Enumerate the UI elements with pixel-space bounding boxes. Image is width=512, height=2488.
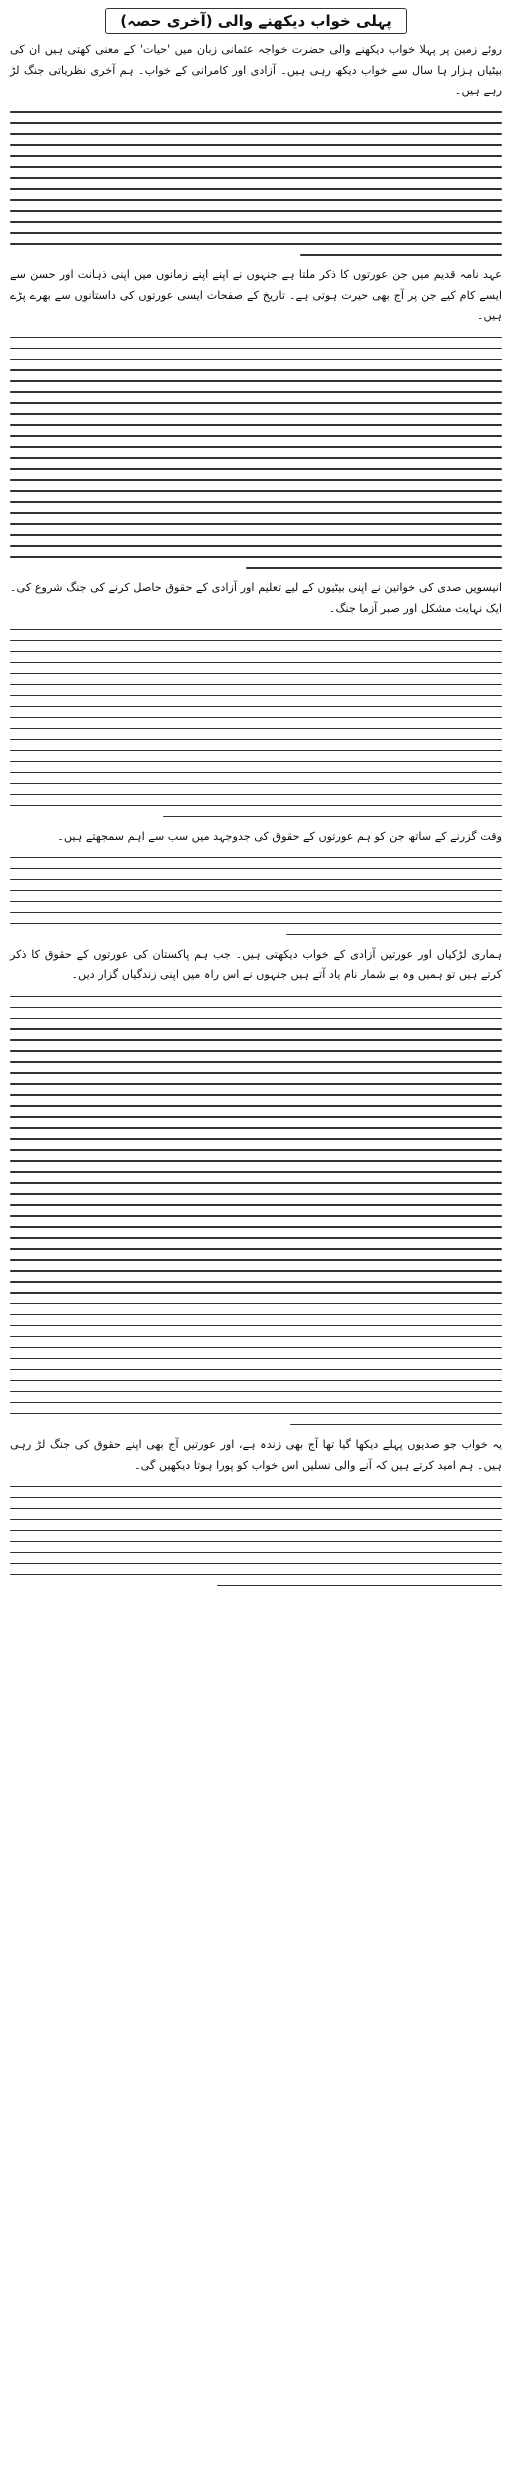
text-line <box>10 868 502 869</box>
text-line <box>10 1259 502 1260</box>
text-line <box>10 684 502 685</box>
paragraph-6: یہ خواب جو صدیوں پہلے دیکھا گیا تھا آج بھی زندہ ہے، اور عورتیں آج بھی اپنے حقوق کی جنگ لڑ رہی ہیں۔ ہم امید کرتے ہیں کہ آنے والی نسلیں اس خواب کو پورا ہوتا دیکھیں گی۔ <box>10 1437 502 1472</box>
text-line <box>10 1486 502 1487</box>
text-line <box>10 1007 502 1008</box>
text-line <box>10 706 502 707</box>
text-line <box>10 1325 502 1326</box>
text-line <box>10 435 502 436</box>
text-line <box>10 1391 502 1392</box>
text-line <box>10 1204 502 1205</box>
text-line <box>10 1292 502 1293</box>
text-line <box>10 1402 502 1403</box>
text-line <box>10 996 502 997</box>
text-line <box>10 1303 502 1304</box>
paragraph-lines-2 <box>10 337 502 569</box>
text-line <box>10 717 502 718</box>
text-line <box>10 1574 502 1575</box>
text-line <box>10 1039 502 1040</box>
paragraph-4: وقت گزرنے کے ساتھ جن کو ہم عورتوں کے حقوق کی جدوجہد میں سب سے اہم سمجھتے ہیں۔ <box>57 829 502 843</box>
text-line <box>10 857 502 858</box>
text-line <box>10 1281 502 1282</box>
text-line <box>10 1314 502 1315</box>
text-line <box>10 651 502 652</box>
text-line <box>10 662 502 663</box>
text-line <box>10 133 502 134</box>
text-line <box>10 1358 502 1359</box>
text-line <box>10 1552 502 1553</box>
text-line <box>10 1336 502 1337</box>
text-line <box>10 1248 502 1249</box>
text-line <box>10 177 502 178</box>
text-line <box>10 1380 502 1381</box>
text-line <box>10 695 502 696</box>
paragraph-lines-3 <box>10 629 502 817</box>
text-line <box>10 413 502 414</box>
text-line <box>10 728 502 729</box>
text-line <box>10 1541 502 1542</box>
text-line <box>10 199 502 200</box>
text-line <box>10 512 502 513</box>
text-line <box>10 1369 502 1370</box>
text-line <box>10 391 502 392</box>
text-line <box>10 890 502 891</box>
paragraph-3: انیسویں صدی کی خواتین نے اپنی بیٹیوں کے لیے تعلیم اور آزادی کے حقوق حاصل کرنے کی جنگ شروع کی۔ ایک نہایت مشکل اور صبر آزما جنگ۔ <box>10 581 502 615</box>
text-line <box>10 523 502 524</box>
text-line <box>10 348 502 349</box>
text-line <box>10 901 502 902</box>
paragraph-lines-6 <box>10 1486 502 1586</box>
text-line <box>10 1127 502 1128</box>
text-line <box>10 794 502 795</box>
paragraph-1: روئے زمین پر پہلا خواب دیکھنے والی حضرت خواجہ عثمانی زبان میں 'حیات' کے معنی کھتی ہیں ان کی بیٹیاں ہزار ہا سال سے خواب دیکھ رہی ہیں۔ آزادی اور کامرانی کے خواب۔ ہم آخری نظریاتی جنگ لڑ رہے ہیں۔ <box>10 43 502 98</box>
text-line <box>10 1497 502 1498</box>
text-line <box>10 1028 502 1029</box>
paragraph-lines-1 <box>10 111 502 255</box>
text-line <box>10 188 502 189</box>
text-line <box>10 739 502 740</box>
text-line <box>217 1585 502 1586</box>
text-line <box>10 155 502 156</box>
text-line <box>10 1138 502 1139</box>
text-line <box>10 1072 502 1073</box>
text-line <box>246 567 502 568</box>
text-line <box>290 1424 502 1425</box>
text-line <box>10 501 502 502</box>
text-line <box>10 122 502 123</box>
text-line <box>10 479 502 480</box>
text-line <box>10 750 502 751</box>
text-line <box>10 359 502 360</box>
text-line <box>10 1530 502 1531</box>
text-line <box>10 805 502 806</box>
text-line <box>10 380 502 381</box>
text-line <box>10 468 502 469</box>
text-line <box>10 1347 502 1348</box>
article-body <box>10 40 502 1586</box>
text-line <box>10 1050 502 1051</box>
text-line <box>10 761 502 762</box>
text-line <box>10 1171 502 1172</box>
text-line <box>10 446 502 447</box>
text-line <box>10 221 502 222</box>
text-line <box>286 934 502 935</box>
text-line <box>10 1094 502 1095</box>
text-line <box>10 1215 502 1216</box>
text-line <box>10 783 502 784</box>
text-line <box>10 534 502 535</box>
text-line <box>10 923 502 924</box>
text-line <box>10 1116 502 1117</box>
paragraph-lines-4 <box>10 857 502 935</box>
text-line <box>10 629 502 630</box>
text-line <box>10 166 502 167</box>
text-line <box>10 232 502 233</box>
text-line <box>10 1270 502 1271</box>
text-line <box>10 1519 502 1520</box>
headline: پہلی خواب دیکھنے والی (آخری حصہ) <box>105 8 407 34</box>
paragraph-2: عہد نامہ قدیم میں جن عورتوں کا ذکر ملتا ہے جنہوں نے اپنے اپنے زمانوں میں اپنی ذہانت اور حسن سے ایسے کام کیے جن پر آج بھی حیرت ہوتی ہے۔ تاریخ کے صفحات ایسی عورتوں کی داستانوں سے بھرے پڑے ہیں۔ <box>10 268 502 323</box>
text-line <box>10 1061 502 1062</box>
text-line <box>10 1105 502 1106</box>
text-line <box>10 1563 502 1564</box>
text-line <box>10 673 502 674</box>
text-line <box>10 1508 502 1509</box>
text-line <box>10 1413 502 1414</box>
text-line <box>10 457 502 458</box>
text-line <box>10 1193 502 1194</box>
text-line <box>10 111 502 112</box>
text-line <box>10 1226 502 1227</box>
paragraph-5: ہماری لڑکیاں اور عورتیں آزادی کے خواب دیکھتی ہیں۔ جب ہم پاکستان کی عورتوں کے حقوق کا ذکر کرتے ہیں تو ہمیں وہ بے شمار نام یاد آتے ہیں جنہوں نے اس راہ میں اپنی زندگیاں گزار دیں۔ <box>10 947 502 982</box>
text-line <box>10 912 502 913</box>
text-line <box>163 816 502 817</box>
text-line <box>10 369 502 370</box>
text-line <box>10 243 502 244</box>
text-line <box>10 402 502 403</box>
text-line <box>10 1149 502 1150</box>
text-line <box>10 556 502 557</box>
text-line <box>300 254 502 255</box>
text-line <box>10 1182 502 1183</box>
text-line <box>10 879 502 880</box>
text-line <box>10 1237 502 1238</box>
text-line <box>10 210 502 211</box>
paragraph-lines-5 <box>10 996 502 1426</box>
text-line <box>10 337 502 338</box>
text-line <box>10 424 502 425</box>
headline-wrap <box>10 8 502 34</box>
text-line <box>10 545 502 546</box>
text-line <box>10 1083 502 1084</box>
text-line <box>10 640 502 641</box>
text-line <box>10 772 502 773</box>
text-line <box>10 144 502 145</box>
text-line <box>10 1018 502 1019</box>
text-line <box>10 1160 502 1161</box>
text-line <box>10 490 502 491</box>
